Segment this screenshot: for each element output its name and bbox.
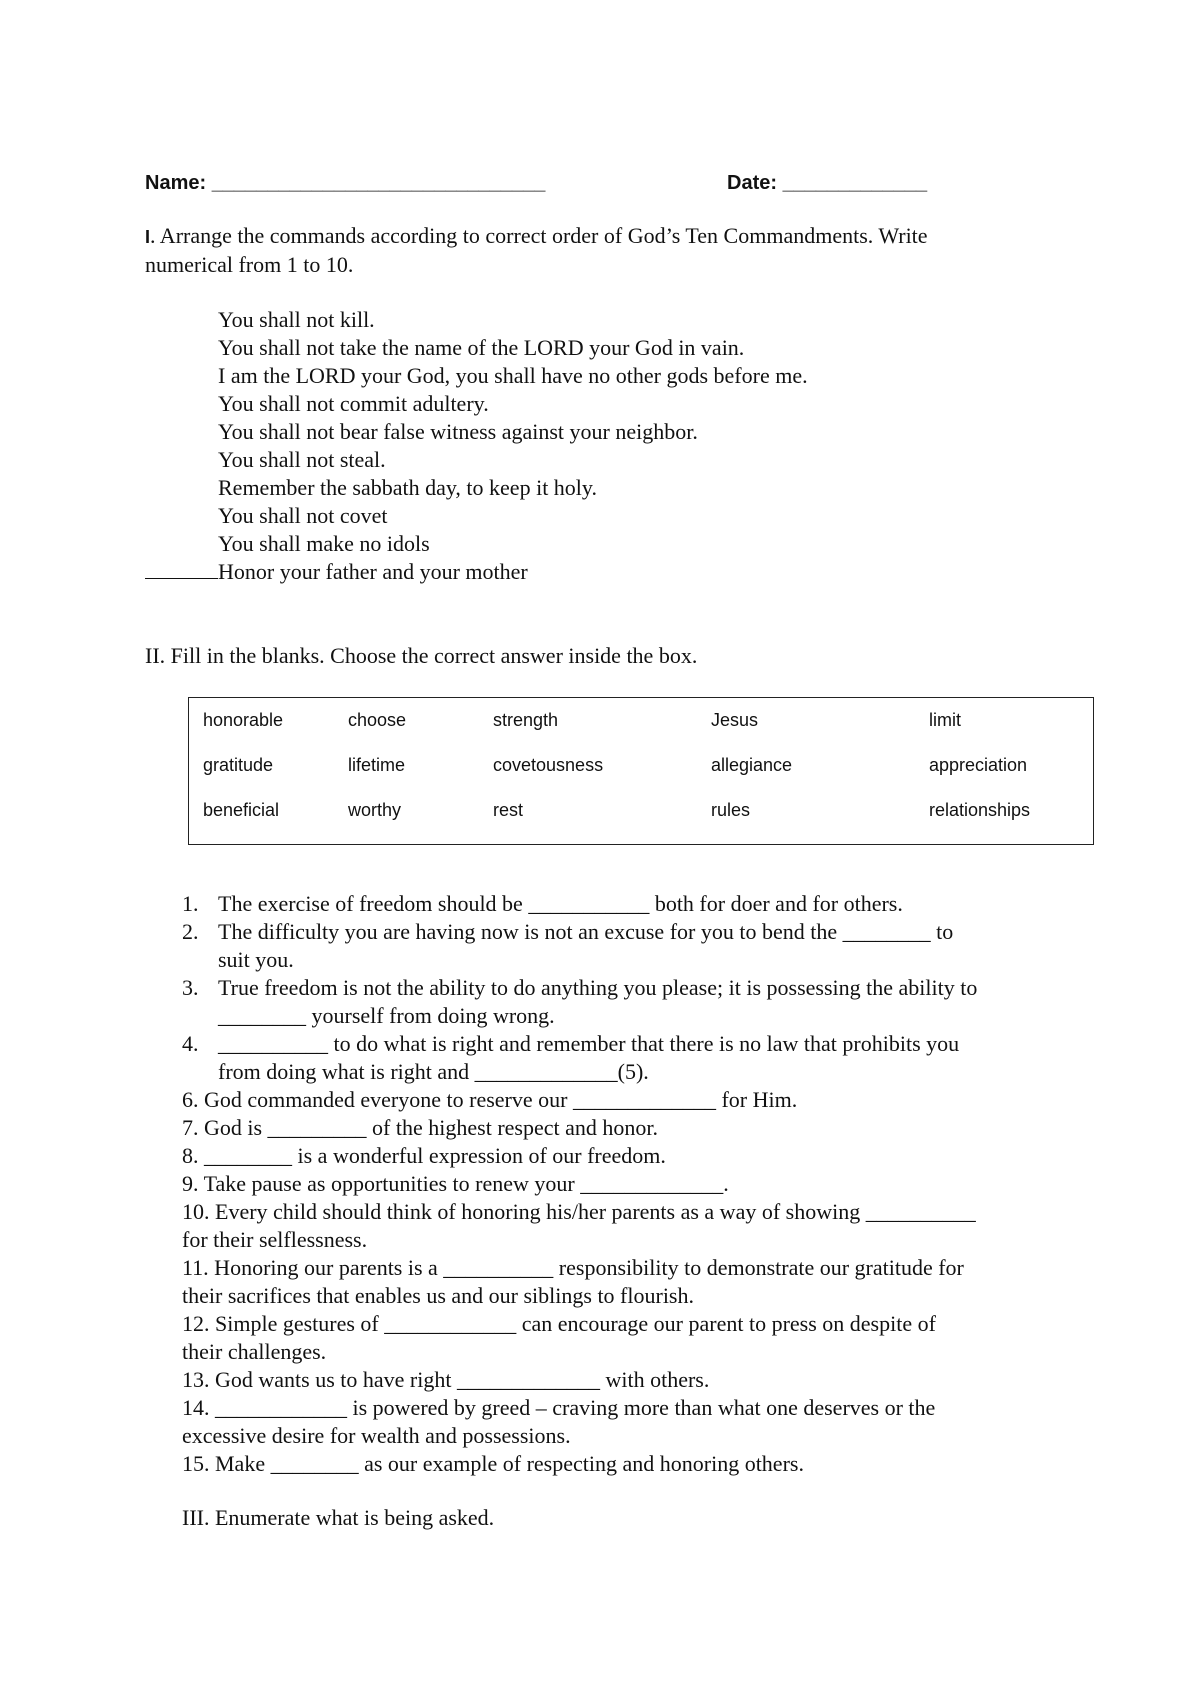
question-3: 3. True freedom is not the ability to do anything you please; it is possessing the ability to bbox=[182, 975, 978, 1000]
section-3-instruction: III. Enumerate what is being asked. bbox=[182, 1505, 495, 1530]
question-8: 8. ________ is a wonderful expression of our freedom. bbox=[182, 1143, 666, 1168]
word-choice: rest bbox=[493, 800, 524, 820]
list-item: I am the LORD your God, you shall have no other gods before me. bbox=[218, 363, 808, 388]
word-choice: covetousness bbox=[493, 755, 604, 775]
section-1-numeral: I bbox=[145, 227, 151, 247]
question-11-continued: their sacrifices that enables us and our siblings to flourish. bbox=[182, 1283, 694, 1308]
word-choice: limit bbox=[929, 710, 961, 730]
list-item: You shall not covet bbox=[218, 503, 388, 528]
question-4: 4. __________ to do what is right and remember that there is no law that prohibits you bbox=[182, 1031, 960, 1056]
word-choice: beneficial bbox=[203, 800, 280, 820]
question-3-continued: ________ yourself from doing wrong. bbox=[218, 1003, 555, 1028]
question-14-continued: excessive desire for wealth and possessions. bbox=[182, 1423, 571, 1448]
word-choice: appreciation bbox=[929, 755, 1028, 775]
question-10-continued: for their selflessness. bbox=[182, 1227, 368, 1252]
word-choice: lifetime bbox=[348, 755, 406, 775]
list-item: You shall not kill. bbox=[218, 307, 375, 332]
question-14: 14. ____________ is powered by greed – craving more than what one deserves or the bbox=[182, 1395, 936, 1420]
word-choice: rules bbox=[711, 800, 751, 820]
word-choice: gratitude bbox=[203, 755, 274, 775]
list-item: You shall not steal. bbox=[218, 447, 386, 472]
word-choice: choose bbox=[348, 710, 407, 730]
section-1-instruction-text: . Arrange the commands according to correct order of God’s Ten Commandments. Write bbox=[150, 223, 928, 248]
question-2-continued: suit you. bbox=[218, 947, 294, 972]
list-item: You shall not take the name of the LORD your God in vain. bbox=[218, 335, 745, 360]
section-1-instruction-line2: numerical from 1 to 10. bbox=[145, 252, 354, 277]
word-choice: relationships bbox=[929, 800, 1031, 820]
header bbox=[145, 172, 995, 202]
question-6: 6. God commanded everyone to reserve our _____________ for Him. bbox=[182, 1087, 798, 1112]
question-12-continued: their challenges. bbox=[182, 1339, 327, 1364]
list-item: You shall make no idols bbox=[218, 531, 430, 556]
word-choice: honorable bbox=[203, 710, 284, 730]
section-2-instruction: II. Fill in the blanks. Choose the correct answer inside the box. bbox=[145, 643, 698, 668]
question-11: 11. Honoring our parents is a __________ responsibility to demonstrate our gratitude for bbox=[182, 1255, 964, 1280]
name-field-label: Name: ______________________________ bbox=[145, 172, 546, 194]
list-item: Remember the sabbath day, to keep it holy. bbox=[218, 475, 597, 500]
question-10: 10. Every child should think of honoring his/her parents as a way of showing __________ bbox=[182, 1199, 976, 1224]
date-field-label: Date: _____________ bbox=[727, 172, 928, 194]
question-7: 7. God is _________ of the highest respect and honor. bbox=[182, 1115, 658, 1140]
word-choice: strength bbox=[493, 710, 559, 730]
section-1-instruction bbox=[145, 222, 1045, 279]
question-13: 13. God wants us to have right _____________ with others. bbox=[182, 1367, 710, 1392]
word-choice: Jesus bbox=[711, 710, 759, 730]
list-item: You shall not commit adultery. bbox=[218, 391, 489, 416]
question-12: 12. Simple gestures of ____________ can encourage our parent to press on despite of bbox=[182, 1311, 936, 1336]
word-choice: worthy bbox=[348, 800, 402, 820]
question-4-continued: from doing what is right and _____________(5). bbox=[218, 1059, 649, 1084]
word-choice: allegiance bbox=[711, 755, 793, 775]
question-1: 1. The exercise of freedom should be ___________ both for doer and for others. bbox=[182, 891, 903, 916]
list-item: You shall not bear false witness against your neighbor. bbox=[218, 419, 698, 444]
list-item: Honor your father and your mother bbox=[145, 558, 1045, 586]
word-box bbox=[188, 697, 1094, 845]
answer-blank[interactable] bbox=[145, 558, 218, 579]
question-15: 15. Make ________ as our example of respecting and honoring others. bbox=[182, 1451, 804, 1476]
question-9: 9. Take pause as opportunities to renew your _____________. bbox=[182, 1171, 729, 1196]
commandments-list bbox=[145, 306, 1045, 586]
question-2: 2. The difficulty you are having now is not an excuse for you to bend the ________ to bbox=[182, 919, 954, 944]
